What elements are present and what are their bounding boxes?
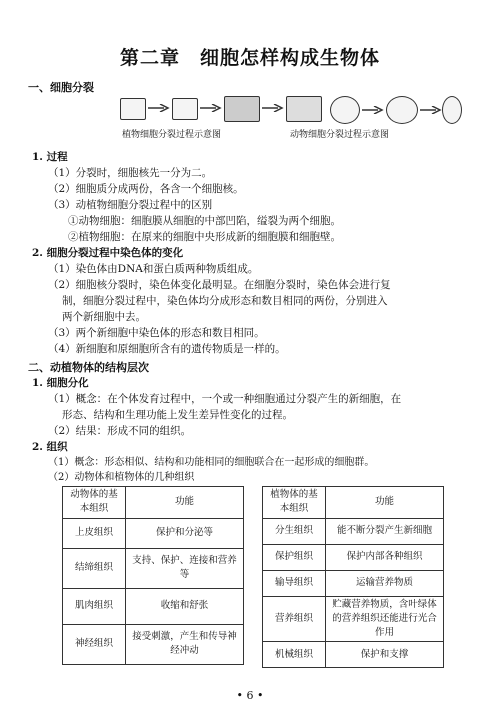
table-cell: 支持、保护、连接和营养等 [126, 548, 244, 588]
table-row [63, 624, 244, 664]
arrow-icon [362, 106, 384, 114]
table-header-row [63, 487, 244, 519]
table-cell: 机械组织 [263, 642, 326, 668]
chromosome-2a: （2）细胞核分裂时，染色体变化最明显。在细胞分裂时，染色体会进行复 [48, 279, 391, 291]
caption-plant: 植物细胞分裂过程示意图 [122, 130, 222, 140]
table-row [263, 570, 444, 596]
table-row [263, 544, 444, 570]
table-cell: 上皮组织 [63, 518, 126, 548]
plant-cell-2 [172, 98, 198, 120]
chromosome-4: （4）新细胞和原细胞所含有的遗传物质是一样的。 [48, 343, 286, 355]
process-2: （2）细胞质分成两份，各含一个细胞核。 [48, 183, 244, 195]
differentiation-2: （2）结果：形成不同的组织。 [48, 425, 192, 437]
tissue-2: （2）动物体和植物体的几种组织 [48, 472, 195, 483]
process-3b: ②植物细胞：在原来的细胞中央形成新的细胞膜和细胞壁。 [68, 231, 341, 243]
table-cell: 运输营养物质 [326, 570, 444, 596]
table-cell: 分生组织 [263, 518, 326, 544]
table-row [63, 588, 244, 624]
animal-cell-2 [386, 96, 418, 124]
table-cell: 保护内部各种组织 [326, 544, 444, 570]
plant-cell-4 [286, 96, 322, 122]
caption-animal: 动物细胞分裂过程示意图 [290, 130, 390, 140]
table-cell: 输导组织 [263, 570, 326, 596]
table-cell: 能不断分裂产生新细胞 [326, 518, 444, 544]
plant-tissue-table [262, 486, 444, 668]
table-cell: 神经组织 [63, 624, 126, 664]
chromosome-3: （3）两个新细胞中染色体的形态和数目相同。 [48, 327, 265, 339]
table-header: 功能 [126, 487, 244, 519]
process-3a: ①动物细胞：细胞膜从细胞的中部凹陷，缢裂为两个细胞。 [68, 215, 341, 227]
tissue-heading: 2. 组织 [32, 441, 68, 453]
tissue-1: （1）概念：形态相似、结构和功能相同的细胞联合在一起形成的细胞群。 [48, 457, 375, 468]
table-cell: 结缔组织 [63, 548, 126, 588]
animal-cell-3 [442, 96, 462, 124]
table-cell: 保护和支撑 [326, 642, 444, 668]
table-cell: 保护和分泌等 [126, 518, 244, 548]
plant-cell-3 [224, 96, 260, 122]
table-cell: 营养组织 [263, 596, 326, 642]
arrow-icon [200, 104, 222, 112]
section-heading-cell-division: 一、细胞分裂 [28, 81, 94, 94]
chromosome-2c: 两个新细胞中去。 [62, 311, 146, 323]
differentiation-1b: 形态、结构和生理功能上发生差异性变化的过程。 [62, 409, 293, 421]
process-3: （3）动植物细胞分裂过程中的区别 [48, 199, 213, 211]
arrow-icon [262, 104, 284, 112]
page-number: • 6 • [236, 689, 264, 702]
table-cell: 肌肉组织 [63, 588, 126, 624]
chromosome-heading: 2. 细胞分裂过程中染色体的变化 [32, 247, 184, 259]
table-row [263, 596, 444, 642]
chromosome-1: （1）染色体由DNA和蛋白质两种物质组成。 [48, 263, 259, 275]
plant-cell-1 [120, 98, 146, 120]
table-row [263, 518, 444, 544]
differentiation-heading: 1. 细胞分化 [32, 377, 89, 389]
animal-cell-1 [330, 96, 360, 124]
chromosome-2b: 制，细胞分裂过程中，染色体均分成形态和数目相同的两份，分别进入 [62, 295, 388, 307]
table-header: 动物体的基本组织 [63, 487, 126, 519]
table-row [63, 548, 244, 588]
process-heading: 1. 过程 [32, 151, 68, 163]
table-header: 功能 [326, 487, 444, 519]
differentiation-1a: （1）概念：在个体发育过程中，一个或一种细胞通过分裂产生的新细胞，在 [48, 393, 402, 405]
table-row [63, 518, 244, 548]
animal-tissue-table [62, 486, 244, 665]
table-cell: 保护组织 [263, 544, 326, 570]
chapter-title: 第二章 细胞怎样构成生物体 [119, 47, 380, 69]
arrow-icon [420, 106, 442, 114]
table-header: 植物体的基本组织 [263, 487, 326, 519]
table-row [263, 642, 444, 668]
process-1: （1）分裂时，细胞核先一分为二。 [48, 167, 213, 179]
table-cell: 接受刺激，产生和传导神经冲动 [126, 624, 244, 664]
arrow-icon [148, 104, 170, 112]
table-header-row [263, 487, 444, 519]
table-cell: 收缩和舒张 [126, 588, 244, 624]
section-heading-structure: 二、动植物体的结构层次 [28, 361, 149, 374]
table-cell: 贮藏营养物质，含叶绿体的营养组织还能进行光合作用 [326, 596, 444, 642]
